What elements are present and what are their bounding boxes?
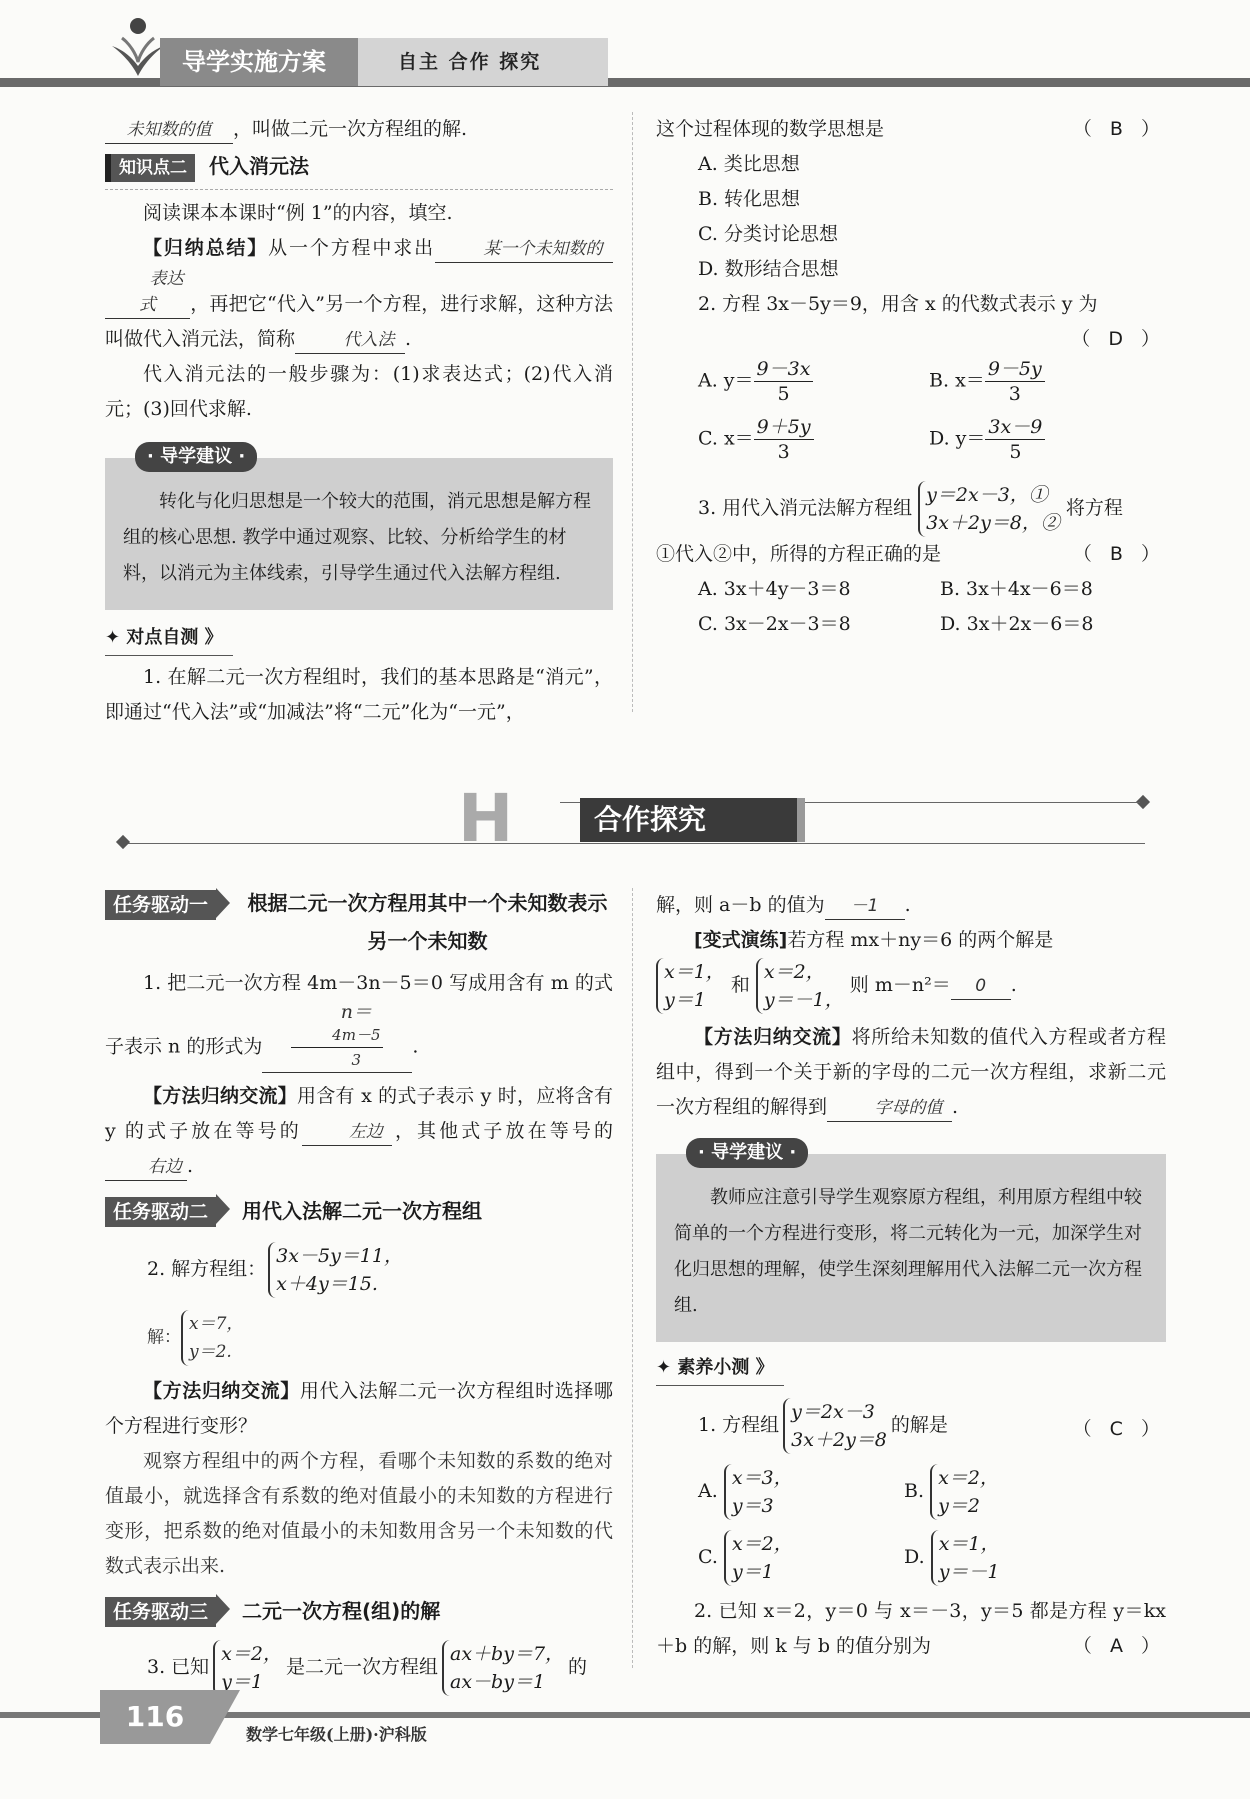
advice-tag: · 导学建议 ·: [135, 442, 257, 472]
self-test-q1: 1. 在解二元一次方程组时，我们的基本思路是“消元”，即通过“代入法”或“加减法”将“二元”化为“一元”，: [105, 666, 613, 723]
task-tag: 任务驱动一: [105, 890, 216, 920]
quiz-q2: 2. 已知 x＝2，y＝0 与 x＝－3，y＝5 都是方程 y＝kx＋b 的解，则 k 与 b 的值分别为 （ A ）: [656, 1594, 1166, 1664]
text: ，叫做二元一次方程组的解.: [233, 118, 468, 140]
answer-blank: 某一个未知数的: [435, 236, 613, 263]
answer-blank: 字母的值: [827, 1095, 952, 1122]
knowledge-point-title: 代入消元法: [209, 154, 310, 178]
option-row: C. x＝2， y＝1 D. x＝1， y＝－1: [656, 1530, 1166, 1586]
left-top-column: [105, 112, 613, 730]
task-2-question: 2. 解方程组： 3x－5y＝11， x＋4y＝15.: [105, 1242, 613, 1298]
advice-text: 教师应注意引导学生观察原方程组，利用原方程组中较简单的一个方程进行变形，将二元转化为一元，加深学生对化归思想的理解，使学生深刻理解用代入法解二元一次方程组.: [656, 1154, 1166, 1342]
banner-letter: H: [458, 780, 514, 857]
answer-blank: 代入法: [295, 327, 405, 354]
variant-exercise: [变式演练]若方程 mx＋ny＝6 的两个解是: [694, 929, 1054, 951]
answer-choice: （ B ）: [1072, 543, 1166, 565]
page-number: 116: [100, 1690, 210, 1744]
answer-blank: 未知数的值: [105, 117, 233, 144]
task-1-header: [105, 888, 613, 960]
header-section-title: 导学实施方案: [160, 38, 358, 86]
method-paragraph: 【方法归纳交流】将所给未知数的值代入方程或者方程组中，得到一个关于新的字母的二元一次方程组，求新二元一次方程组的解得到 字母的值 .: [656, 1020, 1166, 1125]
task-3-continued: 解，则 a－b 的值为 －1 .: [656, 888, 1166, 923]
task-title: 根据二元一次方程用其中一个未知数表示另一个未知数: [247, 891, 608, 953]
option: A. 类比思想: [698, 153, 800, 175]
answer-blank: 右边: [105, 1154, 187, 1181]
task-2-method: 【方法归纳交流】用代入法解二元一次方程组时选择哪个方程进行变形？: [105, 1380, 613, 1437]
task-title: 用代入法解二元一次方程组: [242, 1199, 483, 1223]
task-3-header: [105, 1594, 613, 1630]
question-2: 2. 方程 3x－5y＝9，用含 x 的代数式表示 y 为: [698, 293, 1098, 315]
right-top-column: [656, 112, 1166, 642]
question-3: 3. 用代入消元法解方程组 y＝2x－3，① 3x＋2y＝8，② 将方程: [656, 481, 1166, 537]
option-row: C. 3x－2x－3＝8 D. 3x＋2x－6＝8: [698, 613, 1094, 635]
task-tag: 任务驱动三: [105, 1597, 216, 1627]
option-row: C. x＝ $\frac{9+5y}{3}$ D. y＝ $\frac{3x-9}{5}$: [656, 415, 1166, 477]
task-3-question: 3. 已知 x＝2， y＝1 是二元一次方程组 ax＋by＝7， ax－by＝1 的: [105, 1640, 613, 1696]
page-footer: [0, 1690, 1250, 1770]
self-test-tag: ✦ 对点自测 》: [105, 620, 233, 656]
read-instruction: 阅读课本本课时“例 1”的内容，填空.: [143, 202, 453, 224]
summary-paragraph: 【归纳总结】从一个方程中求出 某一个未知数的表达式 ，再把它“代入”另一个方程，进行求解，这种方法叫做代入消元法，简称 代入法 .: [105, 231, 613, 357]
text: ①代入②中，所得的方程正确的是: [656, 543, 942, 565]
column-divider: [632, 112, 633, 712]
answer-choice: （ B ）: [1072, 118, 1166, 140]
option-row: A. x＝3， y＝3 B. x＝2， y＝2: [656, 1464, 1166, 1520]
book-title: 数学七年级(上册)·沪科版: [246, 1725, 427, 1744]
answer-blank: 表达式: [105, 266, 190, 319]
banner-title: 合作探究: [580, 798, 805, 842]
task-2-method-answer: 观察方程组中的两个方程，看哪个未知数的系数的绝对值最小，就选择含有系数的绝对值最小的未知数的方程进行变形，把系数的绝对值最小的未知数用含另一个未知数的代数式表示出来.: [105, 1450, 613, 1577]
answer-blank: 左边: [302, 1119, 392, 1146]
column-divider: [632, 888, 633, 1668]
answer-choice: （ D ）: [1071, 328, 1166, 350]
option-row: A. y＝ $\frac{9-3x}{5}$ B. x＝ $\frac{9-5y}{3}$: [656, 357, 1166, 415]
knowledge-point-tag: 知识点二: [105, 154, 195, 182]
task-1-method: 【方法归纳交流】用含有 x 的式子表示 y 时，应将含有 y 的式子放在等号的 左边 ，其他式子放在等号的右边 .: [105, 1079, 613, 1184]
logo-icon: [108, 16, 168, 78]
task-title: 二元一次方程(组)的解: [242, 1599, 441, 1623]
answer-choice: （ A ）: [1072, 1635, 1166, 1657]
quiz-tag: ✦ 素养小测 》: [656, 1350, 784, 1386]
advice-text: 转化与化归思想是一个较大的范围，消元思想是解方程组的核心思想. 教学中通过观察、比较、分析给学生的材料，以消元为主体线索，引导学生通过代入法解方程组.: [105, 458, 613, 610]
steps-paragraph: 代入消元法的一般步骤为：(1)求表达式；(2)代入消元；(3)回代求解.: [105, 363, 613, 420]
task-2-header: [105, 1194, 613, 1230]
option: D. 数形结合思想: [698, 258, 839, 280]
option: B. 转化思想: [698, 188, 801, 210]
advice-box: [105, 439, 613, 610]
answer-choice: （ C ）: [1072, 1418, 1166, 1440]
text: 这个过程体现的数学思想是: [656, 118, 885, 140]
diamond-icon: [116, 835, 130, 849]
quiz-q1: 1. 方程组 y＝2x－3 3x＋2y＝8 的解是 （ C ）: [656, 1398, 1166, 1454]
page-header: [0, 0, 1250, 95]
left-bottom-column: [105, 888, 613, 1696]
task-1-question: 1. 把二元一次方程 4m－3n－5＝0 写成用含有 m 的式子表示 n 的形式为n＝ $\frac{4m-5}{3}$ .: [105, 966, 613, 1073]
option: C. 分类讨论思想: [698, 223, 838, 245]
variant-systems: x＝1， y＝1 和 x＝2， y＝－1， 则 m－n²＝ 0 .: [656, 958, 1166, 1014]
cooperative-banner: [450, 780, 810, 857]
task-2-solution: 解： x＝7， y＝2.: [105, 1310, 613, 1366]
advice-box: [656, 1135, 1166, 1342]
header-modes: 自主 合作 探究: [358, 38, 608, 86]
right-bottom-column: [656, 888, 1166, 1664]
advice-tag: · 导学建议 ·: [686, 1138, 808, 1168]
answer-blank: －1: [825, 893, 905, 920]
task-tag: 任务驱动二: [105, 1197, 216, 1227]
answer-blank: 0: [951, 973, 1011, 1000]
option-row: A. 3x＋4y－3＝8 B. 3x＋4x－6＝8: [698, 578, 1093, 600]
